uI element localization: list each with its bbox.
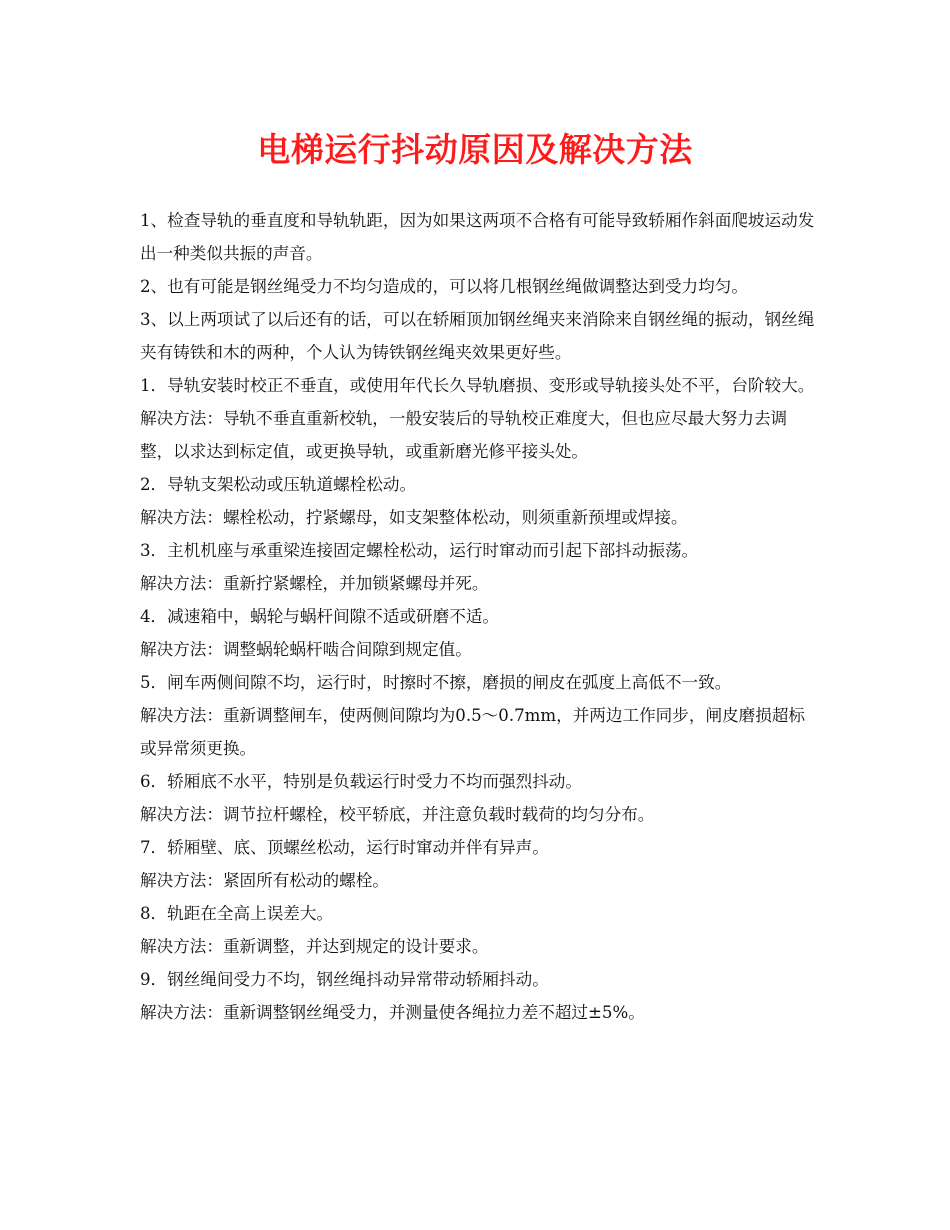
paragraph: 1、检查导轨的垂直度和导轨轨距，因为如果这两项不合格有可能导致轿厢作斜面爬坡运动发出一种类似共振的声音。 — [140, 211, 815, 263]
paragraph: 解决方法：重新调整闸车，使两侧间隙均为0.5～0.7mm，并两边工作同步，闸皮磨损超标或异常须更换。 — [140, 706, 806, 758]
paragraph: 8．轨距在全高上误差大。 — [140, 904, 334, 923]
paragraph: 7．轿厢壁、底、顶螺丝松动，运行时窜动并伴有异声。 — [140, 838, 549, 857]
document-body — [140, 204, 816, 1029]
paragraph: 解决方法：重新调整，并达到规定的设计要求。 — [140, 937, 489, 956]
paragraph: 解决方法：调整蜗轮蜗杆啮合间隙到规定值。 — [140, 640, 472, 659]
document-title: 电梯运行抖动原因及解决方法 — [257, 130, 693, 169]
paragraph: 1．导轨安装时校正不垂直，或使用年代长久导轨磨损、变形或导轨接头处不平，台阶较大。 — [140, 376, 815, 395]
paragraph: 4．减速箱中，蜗轮与蜗杆间隙不适或研磨不适。 — [140, 607, 500, 626]
paragraph: 解决方法：螺栓松动，拧紧螺母，如支架整体松动，则须重新预埋或焊接。 — [140, 508, 688, 527]
paragraph: 解决方法：调节拉杆螺栓，校平轿底，并注意负载时载荷的均匀分布。 — [140, 805, 655, 824]
paragraph: 3．主机机座与承重梁连接固定螺栓松动，运行时窜动而引起下部抖动振荡。 — [140, 541, 699, 560]
paragraph: 3、以上两项试了以后还有的话，可以在轿厢顶加钢丝绳夹来消除来自钢丝绳的振动，钢丝绳夹有铸铁和木的两种，个人认为铸铁钢丝绳夹效果更好些。 — [140, 310, 815, 362]
paragraph: 2、也有可能是钢丝绳受力不均匀造成的，可以将几根钢丝绳做调整达到受力均匀。 — [140, 277, 748, 296]
paragraph: 解决方法：导轨不垂直重新校轨，一般安装后的导轨校正难度大，但也应尽最大努力去调整，以求达到标定值，或更换导轨，或重新磨光修平接头处。 — [140, 409, 788, 461]
paragraph: 6．轿厢底不水平，特别是负载运行时受力不均而强烈抖动。 — [140, 772, 582, 791]
paragraph: 2．导轨支架松动或压轨道螺栓松动。 — [140, 475, 417, 494]
paragraph: 9．钢丝绳间受力不均，钢丝绳抖动异常带动轿厢抖动。 — [140, 970, 549, 989]
paragraph: 解决方法：紧固所有松动的螺栓。 — [140, 871, 389, 890]
paragraph: 5．闸车两侧间隙不均，运行时，时擦时不擦，磨损的闸皮在弧度上高低不一致。 — [140, 673, 732, 692]
paragraph: 解决方法：重新调整钢丝绳受力，并测量使各绳拉力差不超过±5%。 — [140, 1003, 645, 1022]
paragraph: 解决方法：重新拧紧螺栓，并加锁紧螺母并死。 — [140, 574, 489, 593]
